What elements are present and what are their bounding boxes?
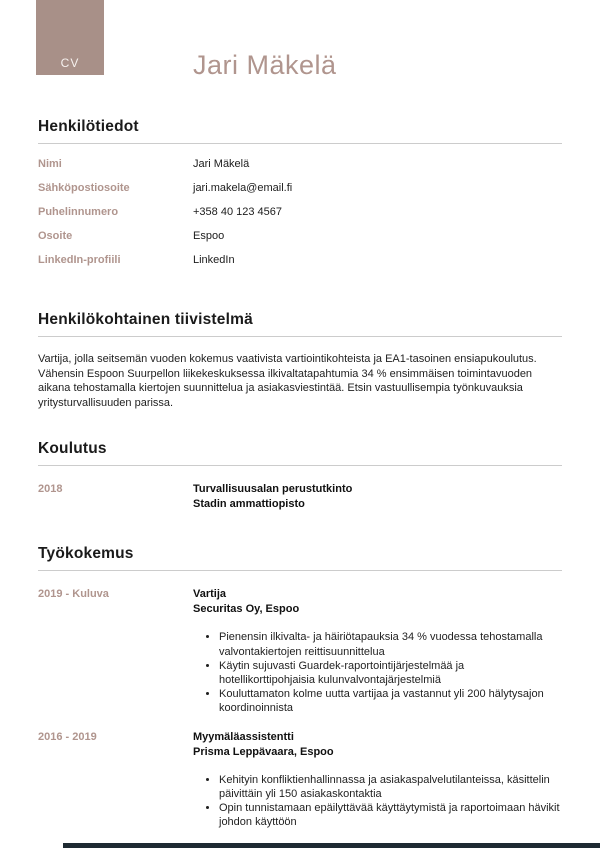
info-value-address: Espoo [193,230,225,242]
experience-entry [38,730,562,830]
experience-entry-body [193,587,562,715]
section-title-summary: Henkilökohtainen tiivistelmä [38,311,253,328]
info-row-phone [38,206,562,230]
info-label-linkedin: LinkedIn-profiili [38,254,121,266]
info-label-phone: Puhelinnumero [38,206,119,218]
cv-accent-square [36,0,104,75]
entry-period: 2019 - Kuluva [38,588,109,601]
info-row-address [38,230,562,254]
education-entry-body [193,482,562,512]
job-employer: Securitas Oy, Espoo [193,603,300,616]
cv-badge-label: CV [60,56,80,70]
section-experience [38,545,562,829]
job-employer: Prisma Leppävaara, Espoo [193,745,334,758]
info-row-email [38,182,562,206]
job-bullet-list [193,773,562,830]
section-divider [38,336,562,337]
job-bullet: • Pienensin ilkivalta- ja häiriötapauksia 34 % vuodessa tehostamalla valvontakiertojen reittisuunnittelua [219,630,562,658]
section-divider [38,465,562,466]
personal-info-rows [38,158,562,278]
section-title-experience: Työkokemus [38,545,134,563]
experience-entry-body [193,730,562,830]
info-label-address: Osoite [38,230,73,242]
entry-period: 2016 - 2019 [38,730,97,743]
info-row-linkedin [38,254,562,278]
job-bullet: • Opin tunnistamaan epäilyttävää käyttäytymistä ja raportoimaan hävikit johdon käyttöön [219,801,562,829]
education-school: Stadin ammattiopisto [193,498,305,511]
entry-period: 2018 [38,483,63,496]
education-degree: Turvallisuusalan perustutkinto [193,483,353,496]
info-value-email: jari.makela@email.fi [193,182,293,194]
job-bullet: • Kehityin konfliktienhallinnassa ja asiakaspalvelutilanteissa, käsittelin päivittäin yli 150 asiakaskontaktia [219,773,562,801]
linkedin-link[interactable]: LinkedIn [193,254,235,266]
cv-content [38,118,562,829]
page-title: Jari Mäkelä [193,50,337,80]
education-entry [38,482,562,512]
section-summary [38,311,562,410]
job-bullet-list [193,630,562,715]
job-title: Vartija [193,588,227,601]
info-value-name: Jari Mäkelä [193,158,250,170]
section-title-education: Koulutus [38,440,107,458]
experience-entry [38,587,562,715]
job-title: Myymäläassistentti [193,730,294,743]
section-divider [38,143,562,144]
job-bullet: • Kouluttamaton kolme uutta vartijaa ja vastannut yli 200 hälytysajon koordinoinnista [219,687,562,715]
info-value-phone: +358 40 123 4567 [193,206,283,218]
info-label-name: Nimi [38,158,62,170]
job-bullet: • Käytin sujuvasti Guardek-raportointijärjestelmää ja hotellikorttipohjaisia kulunvalvontajärjestelmiä [219,659,562,687]
info-label-email: Sähköpostiosoite [38,182,130,194]
summary-paragraph: Vartija, jolla seitsemän vuoden kokemus vaativista vartiointikohteista ja EA1-tasoinen ensiapukoulutus. Vähensin Espoon Suurpellon liikekeskuksessa ilkivaltatapahtumia 34 % ensimmäisen toimintavuoden aikana tehostamalla kiertojen suunnittelua ja asiakasviestintää. Etsin vastuullisempia työnkuvauksia yritysturvallisuuden parissa. [38,353,537,409]
section-title-personal: Henkilötiedot [38,118,139,135]
footer-accent-bar [63,843,600,848]
section-divider [38,570,562,571]
section-personal-details [38,118,562,278]
info-row-name [38,158,562,182]
section-education [38,440,562,512]
